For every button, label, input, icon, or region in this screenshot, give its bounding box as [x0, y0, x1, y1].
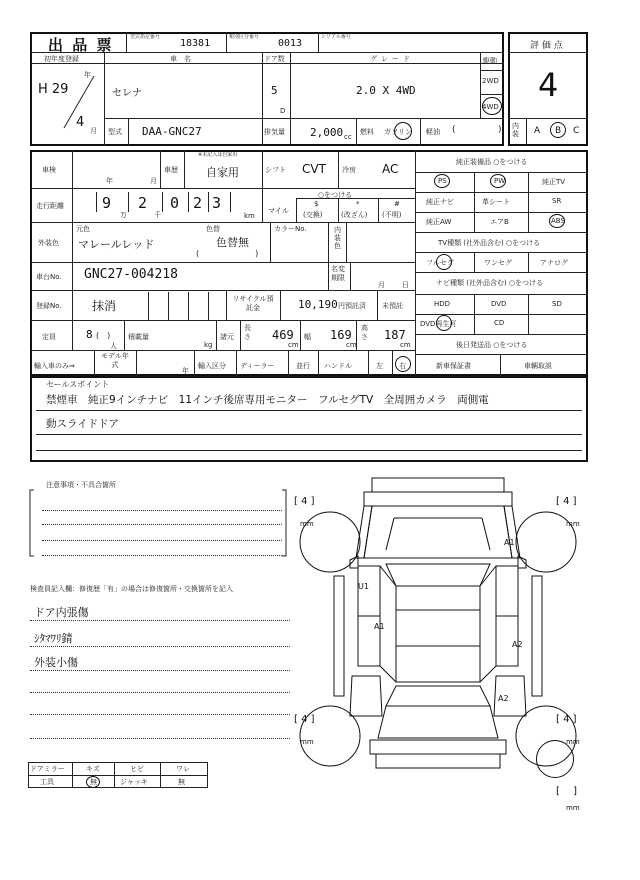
- later-delivery-label: 後日発送品 ○をつける: [456, 341, 528, 349]
- tread-spare-unit: mm: [566, 804, 580, 812]
- fuel-label: 燃料: [360, 128, 374, 136]
- later-manual: 車輌取説: [524, 362, 552, 370]
- drive-4wd: 4WD: [482, 103, 499, 111]
- grade-label: グレード: [370, 55, 414, 63]
- import-parallel: 並行: [296, 362, 310, 370]
- damage-mark-front-a1: A1: [504, 538, 515, 547]
- width-cm: cm: [346, 341, 357, 349]
- import-dealer: ディーラー: [240, 362, 275, 370]
- mileage-digit-3: 0: [170, 194, 180, 212]
- tread-front-left-unit: mm: [300, 520, 314, 528]
- handle-right-circle: [395, 356, 411, 372]
- mileage-man: 万: [120, 211, 127, 219]
- equip-tv: 純正TV: [542, 178, 566, 186]
- fuel-paren-close: ): [498, 125, 502, 135]
- rating-value: 4: [538, 66, 559, 104]
- import-label: 輸入車のみ⇒: [34, 362, 75, 370]
- inspection-month-unit: 月: [150, 177, 157, 185]
- damage-mark-rear-a2: A2: [498, 694, 509, 703]
- interior-color-label: 内装色: [334, 226, 341, 250]
- recycle-amount: 10,190: [298, 298, 338, 311]
- rating-label: 評 価 点: [530, 41, 563, 51]
- navi-cd: CD: [494, 319, 505, 327]
- doors-label: ドア数: [264, 55, 285, 63]
- displacement: 2,000: [310, 126, 344, 139]
- equip-leather: 革シート: [482, 198, 510, 206]
- interior-label: 内装: [512, 122, 519, 138]
- tread-rear-right: [ 4 ]: [556, 714, 577, 725]
- navi-dvd-play-circle: [436, 315, 452, 331]
- ac-value: AC: [382, 162, 399, 176]
- load-label: 積載量: [128, 333, 149, 341]
- mileage-asterisk: *: [356, 200, 360, 208]
- model-type: DAA-GNC27: [142, 125, 202, 138]
- reg-label: 登録No.: [36, 302, 62, 310]
- handle-right: 右: [399, 362, 406, 370]
- paint-paren: ( ): [196, 249, 259, 258]
- color-no-label: カラーNo.: [274, 225, 307, 233]
- tread-rear-left-unit: mm: [300, 738, 314, 746]
- navi-dvd-play: DVD再生可: [420, 320, 457, 328]
- mileage-exchanged: (交換): [303, 211, 323, 219]
- interior-grade-b-circle: [550, 122, 566, 138]
- inspection-year-unit: 年: [106, 177, 113, 185]
- type-designation: 18381: [180, 38, 211, 49]
- acc-door-mirror: ドアミラー: [30, 765, 65, 773]
- width-value: 169: [330, 328, 352, 342]
- recycle-unpaid: 未預託: [382, 302, 403, 310]
- equip-airbag: エアB: [490, 218, 509, 226]
- shift-value: CVT: [302, 162, 326, 176]
- mileage-km: km: [244, 212, 255, 220]
- tv-fullseg: フルセグ: [426, 259, 454, 267]
- tread-rear-left: [ 4 ]: [294, 714, 315, 725]
- equip-pw: PW: [494, 177, 506, 185]
- mileage-sen: 千: [154, 211, 161, 219]
- acc-jack: ジャッキ: [120, 778, 148, 786]
- orig-color-label: 元色: [76, 225, 90, 233]
- exterior-color: マレールレッド: [78, 238, 155, 251]
- equip-navi: 純正ナビ: [426, 198, 454, 206]
- notes-label: 注意事項・不具合箇所: [46, 481, 116, 489]
- interior-grade-b: B: [555, 126, 562, 136]
- capacity-value: 8: [86, 328, 93, 341]
- navi-hdd: HDD: [434, 300, 451, 308]
- tv-analog: アナログ: [540, 259, 568, 267]
- damage-mark-mid-a2: A2: [512, 640, 523, 649]
- color-label: 外装色: [38, 239, 59, 247]
- type-designation-label: 型式指定番号: [130, 34, 161, 40]
- equip-abs-circle: [549, 214, 565, 228]
- expiry-day-unit: 日: [402, 281, 409, 289]
- interior-grade-c: C: [573, 126, 580, 136]
- doors-value: 5: [271, 84, 278, 97]
- equip-ps-circle: [434, 174, 450, 188]
- paint-label: 色替: [206, 225, 220, 233]
- width-label: 幅: [304, 333, 311, 341]
- tread-spare: [ ]: [556, 786, 577, 797]
- displacement-unit: cc: [344, 133, 352, 141]
- note-item-1: ドア内張傷: [34, 606, 89, 619]
- drive-2wd: 2WD: [482, 77, 499, 85]
- name-change-label: 名変期限: [331, 265, 345, 282]
- import-class-label: 輸入区分: [198, 362, 226, 370]
- acc-scratch: キズ: [86, 765, 100, 773]
- expiry-month-unit: 月: [378, 281, 385, 289]
- factory-equipment-label: 純正装備品 ○をつける: [456, 158, 528, 166]
- mileage-unknown: (不明): [382, 211, 402, 219]
- handle-label: ハンドル: [324, 362, 352, 370]
- acc-tools-value: 無: [90, 778, 97, 786]
- category-label: 類別区分番号: [229, 34, 260, 40]
- height-cm: cm: [400, 341, 411, 349]
- car-name: セレナ: [112, 88, 142, 99]
- fuel-paren-open: (: [452, 125, 456, 135]
- acc-break: ワレ: [176, 765, 190, 773]
- capacity-label: 定員: [42, 333, 56, 341]
- acc-tools-circle: [86, 776, 100, 788]
- capacity-paren: ( ): [96, 331, 111, 340]
- document-title: 出 品 票: [48, 36, 114, 54]
- ac-label: 冷房: [342, 166, 356, 174]
- first-reg-era: H 29: [38, 82, 69, 97]
- navi-dvd: DVD: [491, 300, 507, 308]
- paint-value: 色替無: [216, 236, 249, 249]
- chassis-number: GNC27-004218: [84, 267, 178, 282]
- note-item-2: ｼﾀﾏﾜﾘ錆: [34, 632, 73, 645]
- tv-oneseg: ワンセグ: [484, 259, 512, 267]
- equip-ps: PS: [438, 177, 447, 185]
- length-value: 469: [272, 328, 294, 342]
- serial-label: シリアル番号: [321, 34, 351, 40]
- mileage-digit-5: 3: [212, 194, 222, 212]
- height-value: 187: [384, 328, 406, 342]
- sales-line-2: 動スライドドア: [46, 418, 119, 430]
- model-year-label: モデル年式: [101, 352, 129, 369]
- mileage-label: 走行距離: [36, 202, 64, 210]
- fuel-diesel: 軽油: [426, 128, 440, 136]
- sales-label: セールスポイント: [46, 380, 110, 389]
- grade-value: 2.0 X 4WD: [356, 84, 416, 97]
- history-note: ※未記入は自家用: [198, 152, 238, 158]
- recycle-label: リサイクル預託金: [232, 295, 274, 312]
- history-value: 自家用: [206, 166, 239, 179]
- mileage-digit-4: 2: [193, 194, 203, 212]
- navi-type-label: ナビ種類 (社外品含む) ○をつける: [436, 279, 544, 287]
- height-label: 高さ: [361, 324, 368, 341]
- length-cm: cm: [288, 341, 299, 349]
- circle-note: ○をつける: [318, 191, 353, 199]
- recycle-unit: 円預託済: [338, 302, 366, 310]
- doors-suffix: D: [280, 107, 286, 115]
- first-reg-month: 4: [76, 115, 85, 130]
- tread-front-right: [ 4 ]: [556, 496, 577, 507]
- tread-front-left: [ 4 ]: [294, 496, 315, 507]
- chassis-label: 車台No.: [36, 273, 62, 281]
- sales-line-1: 禁煙車 純正9インチナビ 11インチ後席専用モニター フルセグTV 全周囲カメラ 両側電: [46, 394, 489, 406]
- navi-sd: SD: [552, 300, 562, 308]
- inspector-label: 検査員記入欄：修復歴「有」の場合は修復箇所・交換箇所を記入: [30, 585, 233, 593]
- length-label: 長さ: [244, 324, 251, 341]
- shift-label: シフト: [265, 166, 286, 174]
- drive-4wd-circle: [482, 97, 502, 115]
- tv-fullseg-circle: [436, 254, 452, 270]
- mileage-altered: (改ざん): [341, 211, 368, 219]
- notes-bracket: [28, 484, 290, 562]
- mile-label: マイル: [268, 207, 289, 215]
- fuel-gasoline: ガソリン: [384, 128, 412, 136]
- car-name-label: 車 名: [170, 55, 191, 63]
- acc-crack: ヒビ: [130, 765, 144, 773]
- tread-front-right-unit: mm: [566, 520, 580, 528]
- category-number: 0013: [278, 38, 303, 49]
- equip-pw-circle: [490, 174, 506, 188]
- equip-aw: 純正AW: [426, 218, 452, 226]
- equip-abs: ABS: [551, 217, 565, 225]
- capacity-unit: 人: [110, 342, 117, 350]
- inspection-label: 車検: [42, 166, 56, 174]
- tv-type-label: TV種類 (社外品含む) ○をつける: [438, 239, 541, 247]
- mileage-dollar: $: [314, 200, 319, 208]
- first-reg-label: 初年度登録: [44, 55, 79, 63]
- first-reg-year-unit: 年: [84, 71, 91, 79]
- mileage-hash: #: [394, 200, 400, 208]
- note-item-3: 外装小傷: [34, 656, 78, 669]
- damage-mark-u1: U1: [358, 582, 369, 591]
- first-reg-month-unit: 月: [90, 127, 97, 135]
- mileage-digit-1: 9: [102, 194, 112, 212]
- drive-label: 駆動: [483, 57, 497, 65]
- acc-jack-value: 無: [178, 778, 185, 786]
- tread-rear-right-unit: mm: [566, 738, 580, 746]
- damage-mark-mid-a1: A1: [374, 622, 385, 631]
- later-warranty: 新車保証書: [436, 362, 471, 370]
- model-type-label: 型式: [108, 128, 122, 136]
- displacement-label: 排気量: [264, 128, 285, 136]
- acc-tools: 工具: [40, 778, 54, 786]
- equip-sr: SR: [552, 197, 562, 205]
- model-year-unit: 年: [182, 367, 189, 375]
- reg-value: 抹消: [92, 299, 117, 313]
- handle-left: 左: [376, 362, 383, 370]
- mileage-digit-2: 2: [138, 194, 148, 212]
- dims-label: 諸元: [220, 333, 234, 341]
- history-label: 車歴: [164, 166, 178, 174]
- fuel-gasoline-circle: [394, 122, 412, 140]
- load-kg: kg: [204, 341, 213, 349]
- interior-grade-a: A: [534, 126, 541, 136]
